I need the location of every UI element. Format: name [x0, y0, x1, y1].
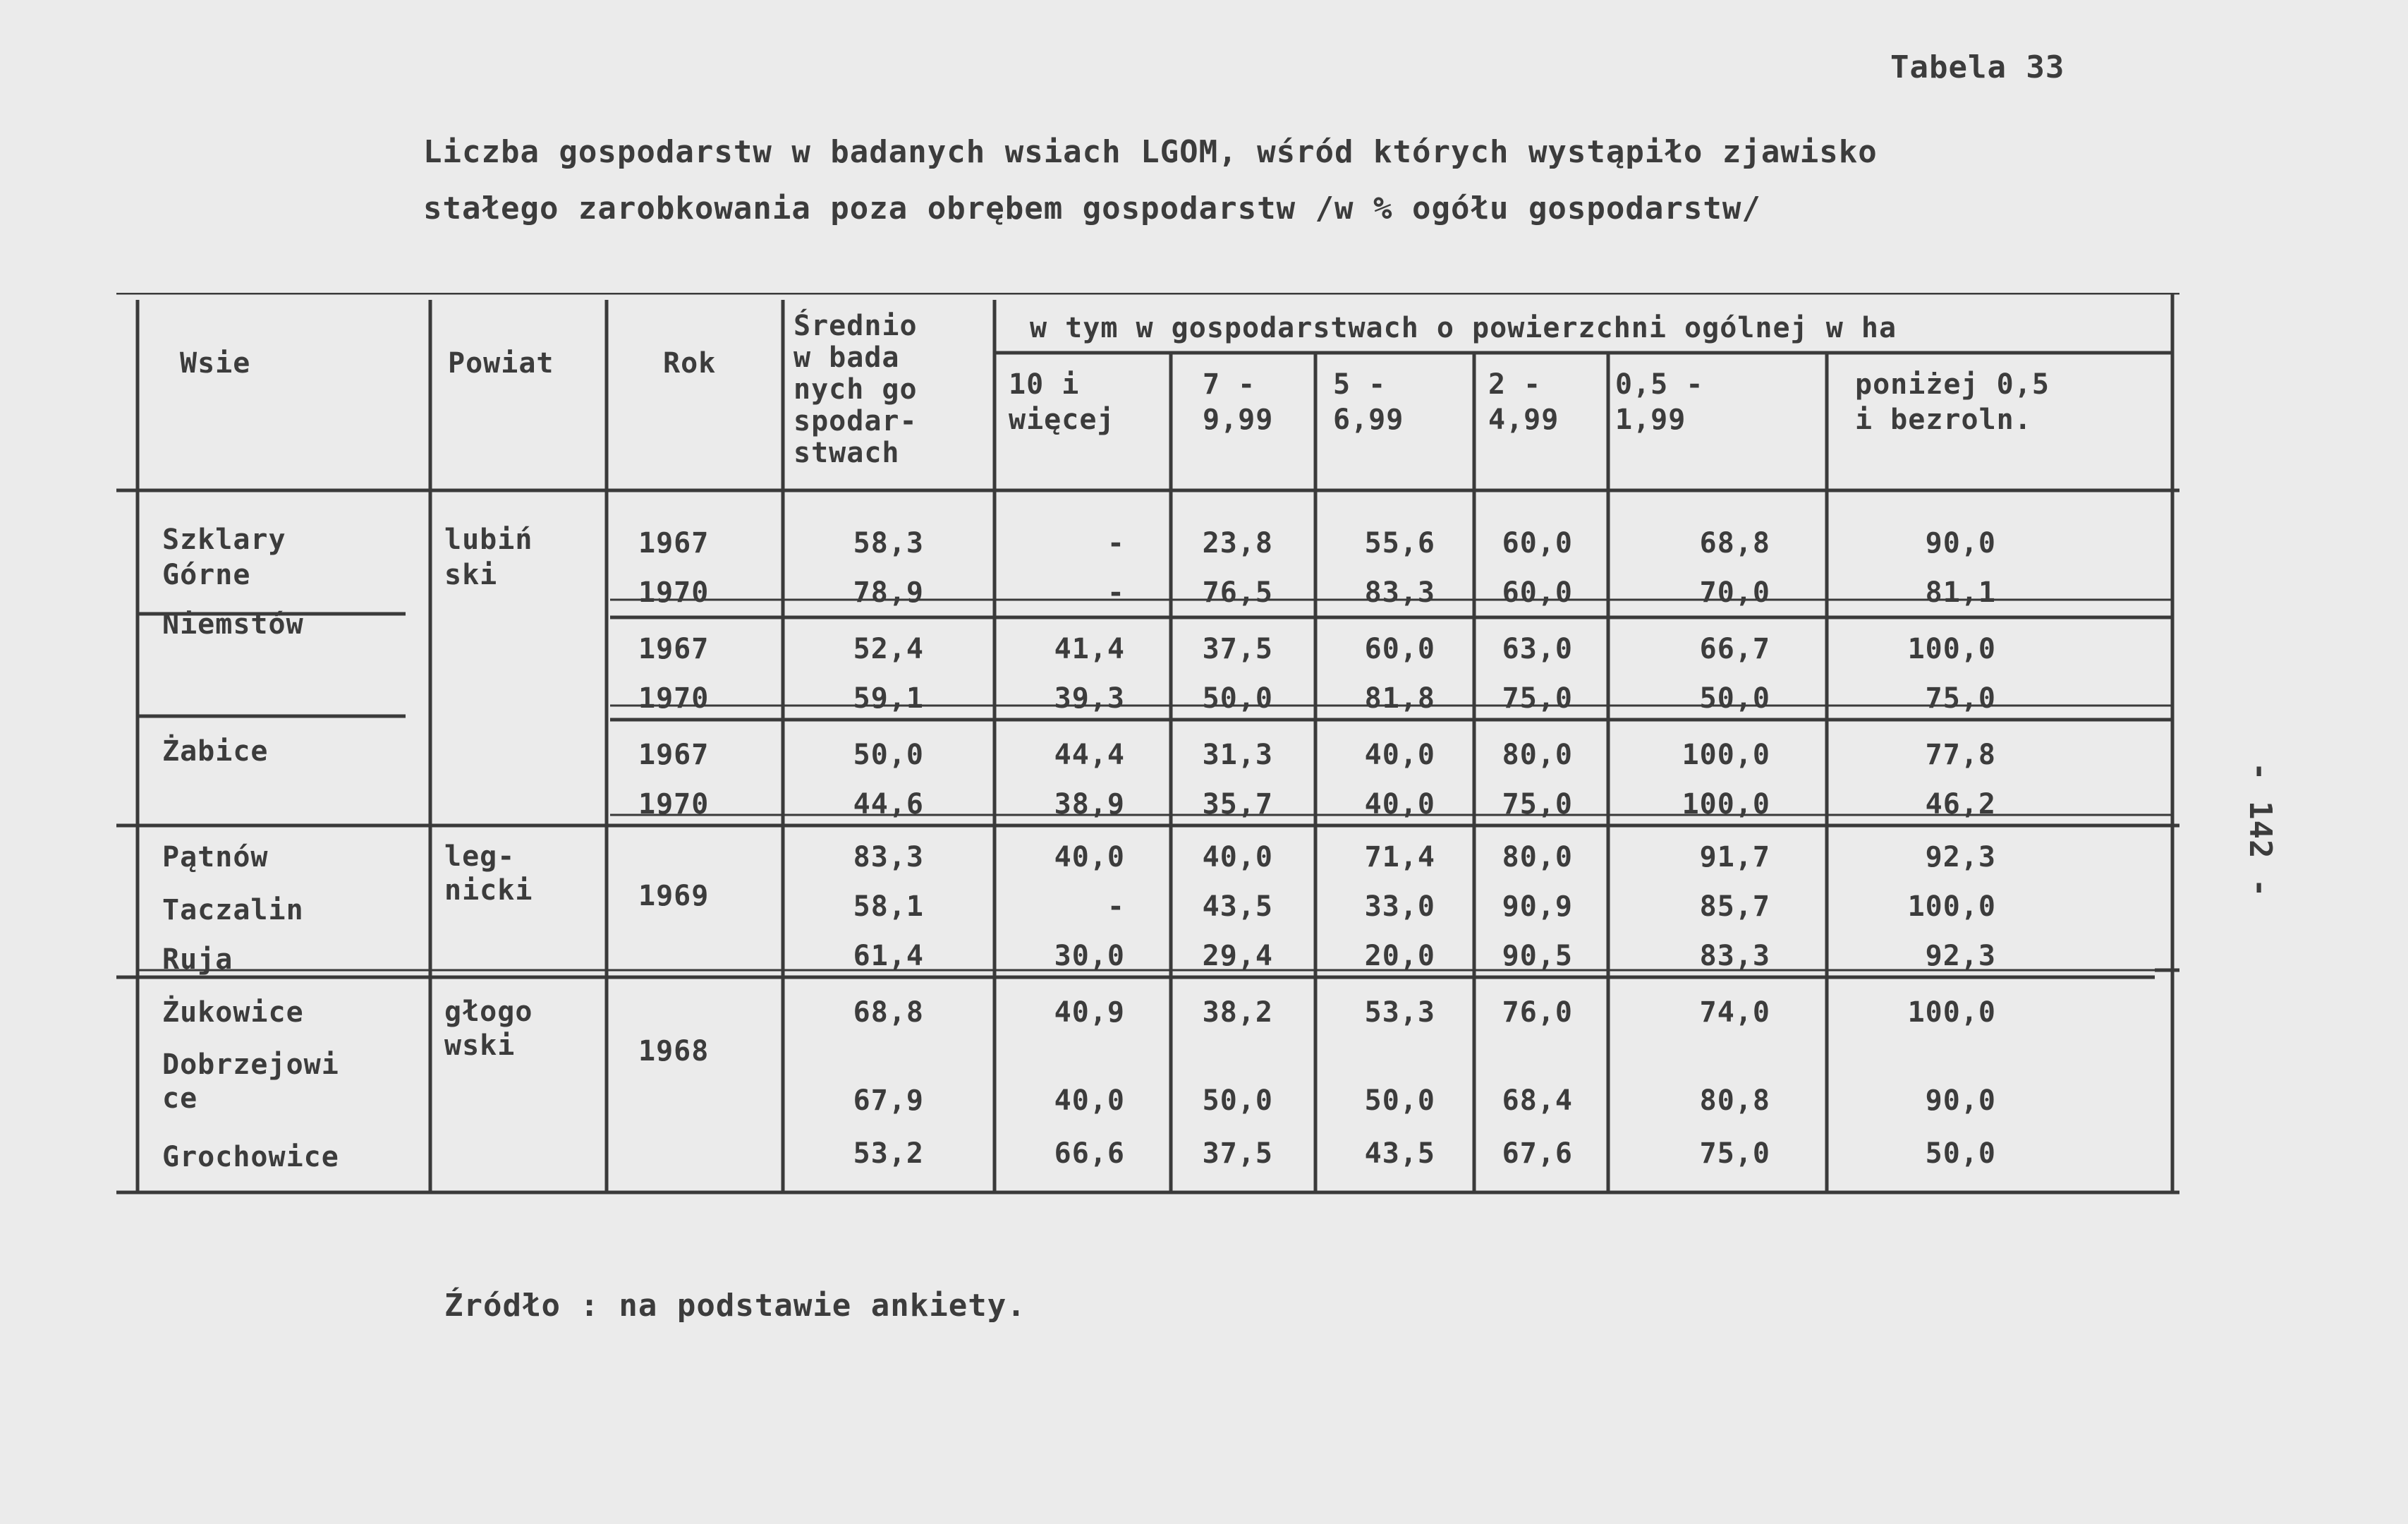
table-cell-value: -	[1107, 890, 1125, 923]
powiat-name: lubiń ski	[444, 524, 533, 591]
table-cell-value: 83,3	[853, 841, 924, 873]
table-cell-value: 67,6	[1502, 1137, 1573, 1170]
table-cell-value: 81,1	[1925, 576, 1996, 609]
table-cell-value: 44,4	[1054, 739, 1125, 771]
table-cell-value: 50,0	[1364, 1084, 1435, 1117]
rok-value: 1970	[638, 576, 710, 609]
table-cell-value: 61,4	[853, 940, 924, 972]
table-cell-value: 55,6	[1364, 527, 1435, 560]
table-cell-value: 50,0	[853, 739, 924, 771]
table-cell-value: 43,5	[1364, 1137, 1435, 1170]
table-cell-value: 100,0	[1907, 633, 1996, 665]
table-cell-value: 39,3	[1054, 682, 1125, 715]
header-range-6: poniżej 0,5 i bezroln.	[1855, 368, 2050, 436]
source-note: Źródło : na podstawie ankiety.	[444, 1288, 1026, 1324]
statistics-table	[116, 293, 2179, 1196]
table-cell-value: 33,0	[1364, 890, 1435, 923]
table-cell-value: 90,9	[1502, 890, 1573, 923]
table-cell-value: 58,1	[853, 890, 924, 923]
table-cell-value: 67,9	[853, 1084, 924, 1117]
table-cell-value: 76,0	[1502, 996, 1573, 1029]
table-cell-value: 100,0	[1907, 996, 1996, 1029]
powiat-name: głogo wski	[444, 996, 533, 1062]
page-number: - 142 -	[2242, 762, 2278, 898]
village-name: Żabice	[162, 735, 269, 768]
table-cell-value: 68,8	[1699, 527, 1770, 560]
table-cell-value: 29,4	[1202, 940, 1273, 972]
table-cell-value: 92,3	[1925, 841, 1996, 873]
village-name: Niemstów	[162, 608, 304, 641]
table-cell-value: 66,6	[1054, 1137, 1125, 1170]
rok-value: 1967	[638, 739, 710, 771]
table-cell-value: 46,2	[1925, 788, 1996, 821]
table-cell-value: 31,3	[1202, 739, 1273, 771]
rok-value: 1968	[638, 1035, 710, 1068]
table-cell-value: 66,7	[1699, 633, 1770, 665]
table-cell-value: 60,0	[1502, 527, 1573, 560]
header-group: w tym w gospodarstwach o powierzchni ogólnej w ha	[1030, 312, 1897, 344]
village-name: Dobrzejowi ce	[162, 1048, 339, 1115]
table-cell-value: 58,3	[853, 527, 924, 560]
table-cell-value: 75,0	[1925, 682, 1996, 715]
table-cell-value: 76,5	[1202, 576, 1273, 609]
header-range-5: 0,5 - 1,99	[1615, 368, 1704, 436]
village-name: Żukowice	[162, 996, 304, 1029]
header-rok: Rok	[663, 347, 717, 380]
table-cell-value: 83,3	[1364, 576, 1435, 609]
table-cell-value: -	[1107, 576, 1125, 609]
table-cell-value: 43,5	[1202, 890, 1273, 923]
rok-value: 1967	[638, 527, 710, 560]
table-cell-value: 50,0	[1202, 682, 1273, 715]
table-cell-value: 60,0	[1364, 633, 1435, 665]
table-cell-value: 68,4	[1502, 1084, 1573, 1117]
table-cell-value: 52,4	[853, 633, 924, 665]
table-cell-value: 100,0	[1682, 739, 1770, 771]
table-cell-value: 80,0	[1502, 841, 1573, 873]
village-name: Grochowice	[162, 1141, 339, 1173]
village-name: Ruja	[162, 943, 233, 976]
table-cell-value: 68,8	[853, 996, 924, 1029]
village-name: Taczalin	[162, 894, 304, 926]
table-cell-value: 80,8	[1699, 1084, 1770, 1117]
table-cell-value: 90,0	[1925, 527, 1996, 560]
table-cell-value: 37,5	[1202, 1137, 1273, 1170]
village-name: Pątnów	[162, 841, 269, 873]
table-cell-value: 75,0	[1699, 1137, 1770, 1170]
table-cell-value: 40,9	[1054, 996, 1125, 1029]
table-cell-value: 44,6	[853, 788, 924, 821]
table-cell-value: 83,3	[1699, 940, 1770, 972]
table-cell-value: 71,4	[1364, 841, 1435, 873]
table-cell-value: 40,0	[1054, 841, 1125, 873]
table-cell-value: 100,0	[1907, 890, 1996, 923]
header-wsie: Wsie	[180, 347, 251, 380]
table-cell-value: 92,3	[1925, 940, 1996, 972]
powiat-name: leg- nicki	[444, 840, 533, 907]
header-powiat: Powiat	[448, 347, 554, 380]
table-cell-value: 35,7	[1202, 788, 1273, 821]
header-srednio: Średnio w bada nych go spodar- stwach	[793, 310, 918, 469]
rok-value: 1970	[638, 682, 710, 715]
table-cell-value: 38,2	[1202, 996, 1273, 1029]
table-cell-value: 40,0	[1202, 841, 1273, 873]
rok-value: 1970	[638, 788, 710, 821]
table-cell-value: 59,1	[853, 682, 924, 715]
table-cell-value: 53,3	[1364, 996, 1435, 1029]
table-cell-value: 74,0	[1699, 996, 1770, 1029]
table-label: Tabela 33	[1890, 49, 2065, 85]
table-cell-value: 40,0	[1364, 739, 1435, 771]
table-cell-value: -	[1107, 527, 1125, 560]
table-cell-value: 23,8	[1202, 527, 1273, 560]
table-cell-value: 40,0	[1054, 1084, 1125, 1117]
header-range-1: 10 i więcej	[1009, 368, 1115, 436]
table-cell-value: 38,9	[1054, 788, 1125, 821]
village-name: Szklary Górne	[162, 524, 286, 591]
table-title-line-2: stałego zarobkowania poza obrębem gospodarstw /w % ogółu gospodarstw/	[423, 190, 1761, 226]
table-cell-value: 20,0	[1364, 940, 1435, 972]
table-cell-value: 80,0	[1502, 739, 1573, 771]
table-cell-value: 40,0	[1364, 788, 1435, 821]
table-cell-value: 63,0	[1502, 633, 1573, 665]
rok-value: 1967	[638, 633, 710, 665]
table-cell-value: 70,0	[1699, 576, 1770, 609]
table-cell-value: 78,9	[853, 576, 924, 609]
table-cell-value: 90,5	[1502, 940, 1573, 972]
table-cell-value: 60,0	[1502, 576, 1573, 609]
table-cell-value: 75,0	[1502, 788, 1573, 821]
table-cell-value: 53,2	[853, 1137, 924, 1170]
table-cell-value: 90,0	[1925, 1084, 1996, 1117]
table-cell-value: 100,0	[1682, 788, 1770, 821]
table-cell-value: 75,0	[1502, 682, 1573, 715]
table-cell-value: 50,0	[1699, 682, 1770, 715]
table-cell-value: 81,8	[1364, 682, 1435, 715]
table-title-line-1: Liczba gospodarstw w badanych wsiach LGOM, wśród których wystąpiło zjawisko	[423, 134, 1878, 170]
header-range-2: 7 - 9,99	[1203, 368, 1274, 436]
table-cell-value: 30,0	[1054, 940, 1125, 972]
rok-value: 1969	[638, 880, 710, 912]
table-cell-value: 37,5	[1202, 633, 1273, 665]
table-cell-value: 77,8	[1925, 739, 1996, 771]
header-range-4: 2 - 4,99	[1488, 368, 1559, 436]
header-range-3: 5 - 6,99	[1333, 368, 1404, 436]
table-cell-value: 91,7	[1699, 841, 1770, 873]
table-cell-value: 85,7	[1699, 890, 1770, 923]
table-cell-value: 50,0	[1202, 1084, 1273, 1117]
table-cell-value: 50,0	[1925, 1137, 1996, 1170]
table-cell-value: 41,4	[1054, 633, 1125, 665]
